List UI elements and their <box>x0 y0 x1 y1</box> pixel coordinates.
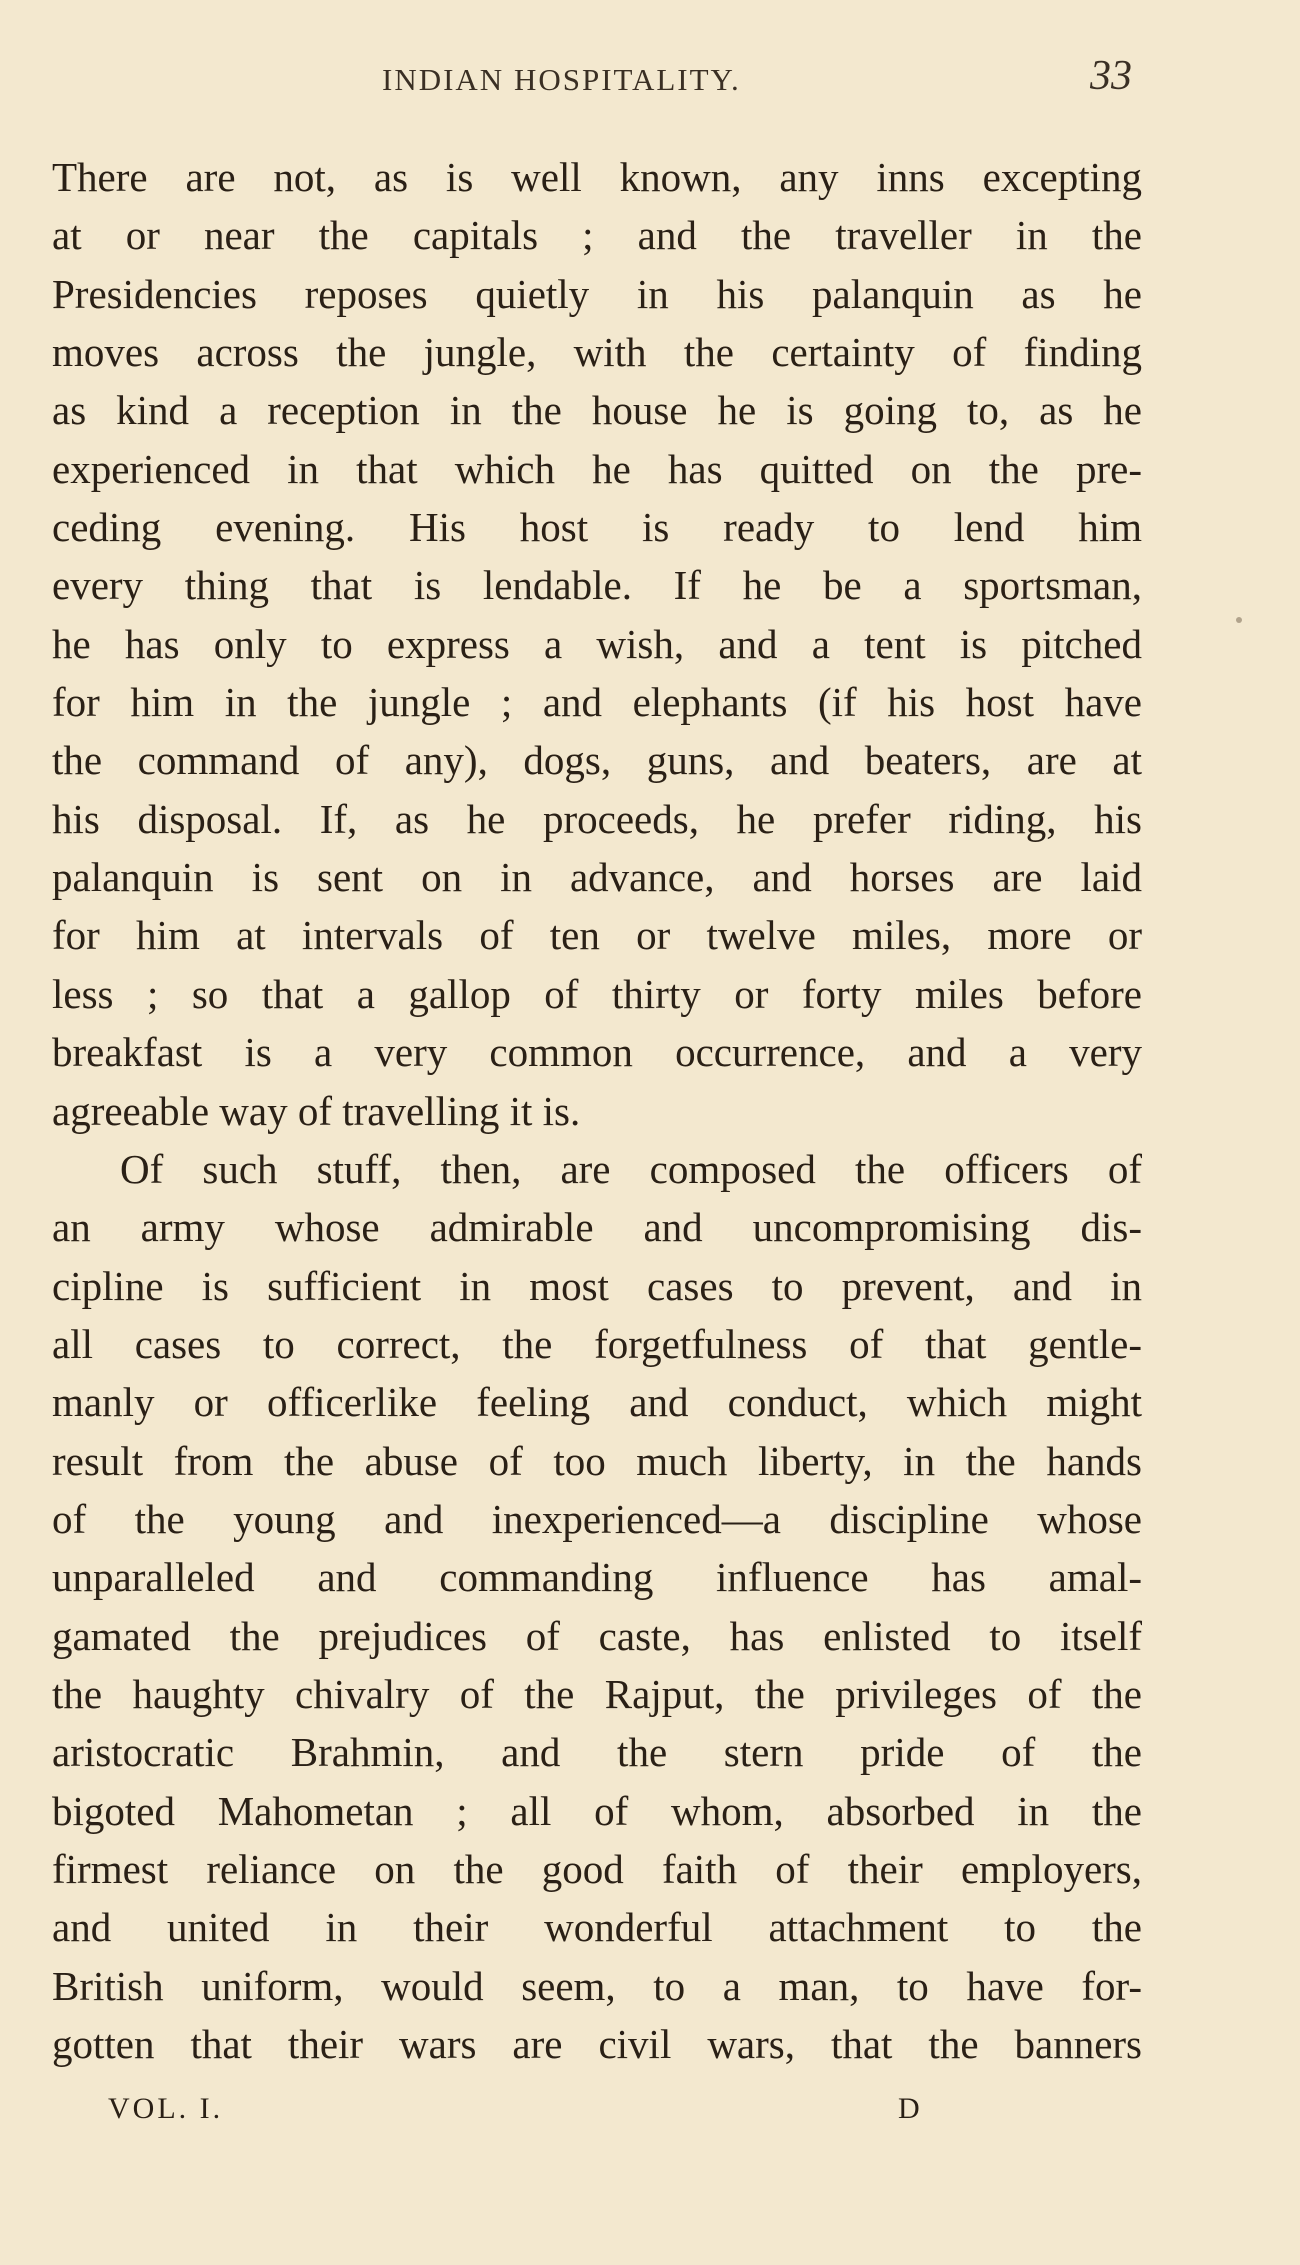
page-number: 33 <box>1090 53 1132 99</box>
text-line: he has only to express a wish, and a tent is pitched <box>52 620 1142 667</box>
text-line: palanquin is sent on in advance, and horses are laid <box>52 854 1142 901</box>
text-line: manly or officerlike feeling and conduct, which might <box>52 1379 1142 1426</box>
text-line: the command of any), dogs, guns, and beaters, are at <box>52 737 1142 784</box>
text-line: experienced in that which he has quitted on the pre- <box>52 445 1142 492</box>
text-line: There are not, as is well known, any inns excepting <box>52 154 1142 200</box>
text-line: British uniform, would seem, to a man, to have for- <box>52 1962 1142 2009</box>
running-title: INDIAN HOSPITALITY. <box>382 62 741 97</box>
text-line: Presidencies reposes quietly in his palanquin as he <box>52 270 1142 317</box>
text-line: and united in their wonderful attachment to the <box>52 1904 1142 1951</box>
text-line: aristocratic Brahmin, and the stern pride of the <box>52 1729 1142 1776</box>
text-line: for him at intervals of ten or twelve miles, more or <box>52 912 1142 959</box>
text-line: gotten that their wars are civil wars, that the banners <box>52 2021 1142 2067</box>
text-line: cipline is sufficient in most cases to prevent, and in <box>52 1262 1142 1309</box>
text-line: unparalleled and commanding influence has amal- <box>52 1554 1142 1601</box>
text-line: less ; so that a gallop of thirty or forty miles before <box>52 970 1142 1017</box>
text-line: gamated the prejudices of caste, has enlisted to itself <box>52 1612 1142 1659</box>
text-line: all cases to correct, the forgetfulness of that gentle- <box>52 1320 1142 1367</box>
text-line: breakfast is a very common occurrence, and a very <box>52 1029 1142 1076</box>
text-line: every thing that is lendable. If he be a sportsman, <box>52 562 1142 609</box>
body-text <box>52 148 1142 2073</box>
text-line: result from the abuse of too much liberty, in the hands <box>52 1437 1142 1484</box>
paragraph-last-line: agreeable way of travelling it is. <box>52 1087 581 1134</box>
volume-mark: VOL. I. <box>108 2092 224 2125</box>
text-line: his disposal. If, as he proceeds, he prefer riding, his <box>52 795 1142 842</box>
paper-speck <box>1236 617 1242 623</box>
text-line: firmest reliance on the good faith of their employers, <box>52 1845 1142 1892</box>
text-line: an army whose admirable and uncompromising dis- <box>52 1204 1142 1251</box>
text-line: at or near the capitals ; and the traveller in the <box>52 212 1142 259</box>
text-line: the haughty chivalry of the Rajput, the privileges of the <box>52 1670 1142 1717</box>
text-line: for him in the jungle ; and elephants (if his host have <box>52 679 1142 726</box>
text-line: ceding evening. His host is ready to lend him <box>52 504 1142 551</box>
text-line: bigoted Mahometan ; all of whom, absorbed in the <box>52 1787 1142 1834</box>
text-line: moves across the jungle, with the certainty of finding <box>52 329 1142 376</box>
text-line: of the young and inexperienced—a discipline whose <box>52 1495 1142 1542</box>
text-line: as kind a reception in the house he is going to, as he <box>52 387 1142 434</box>
paragraph-first-line: Of such stuff, then, are composed the officers of <box>120 1145 1142 1192</box>
signature-mark: D <box>898 2092 920 2125</box>
page-footer <box>0 2092 1300 2142</box>
running-head <box>0 52 1300 102</box>
